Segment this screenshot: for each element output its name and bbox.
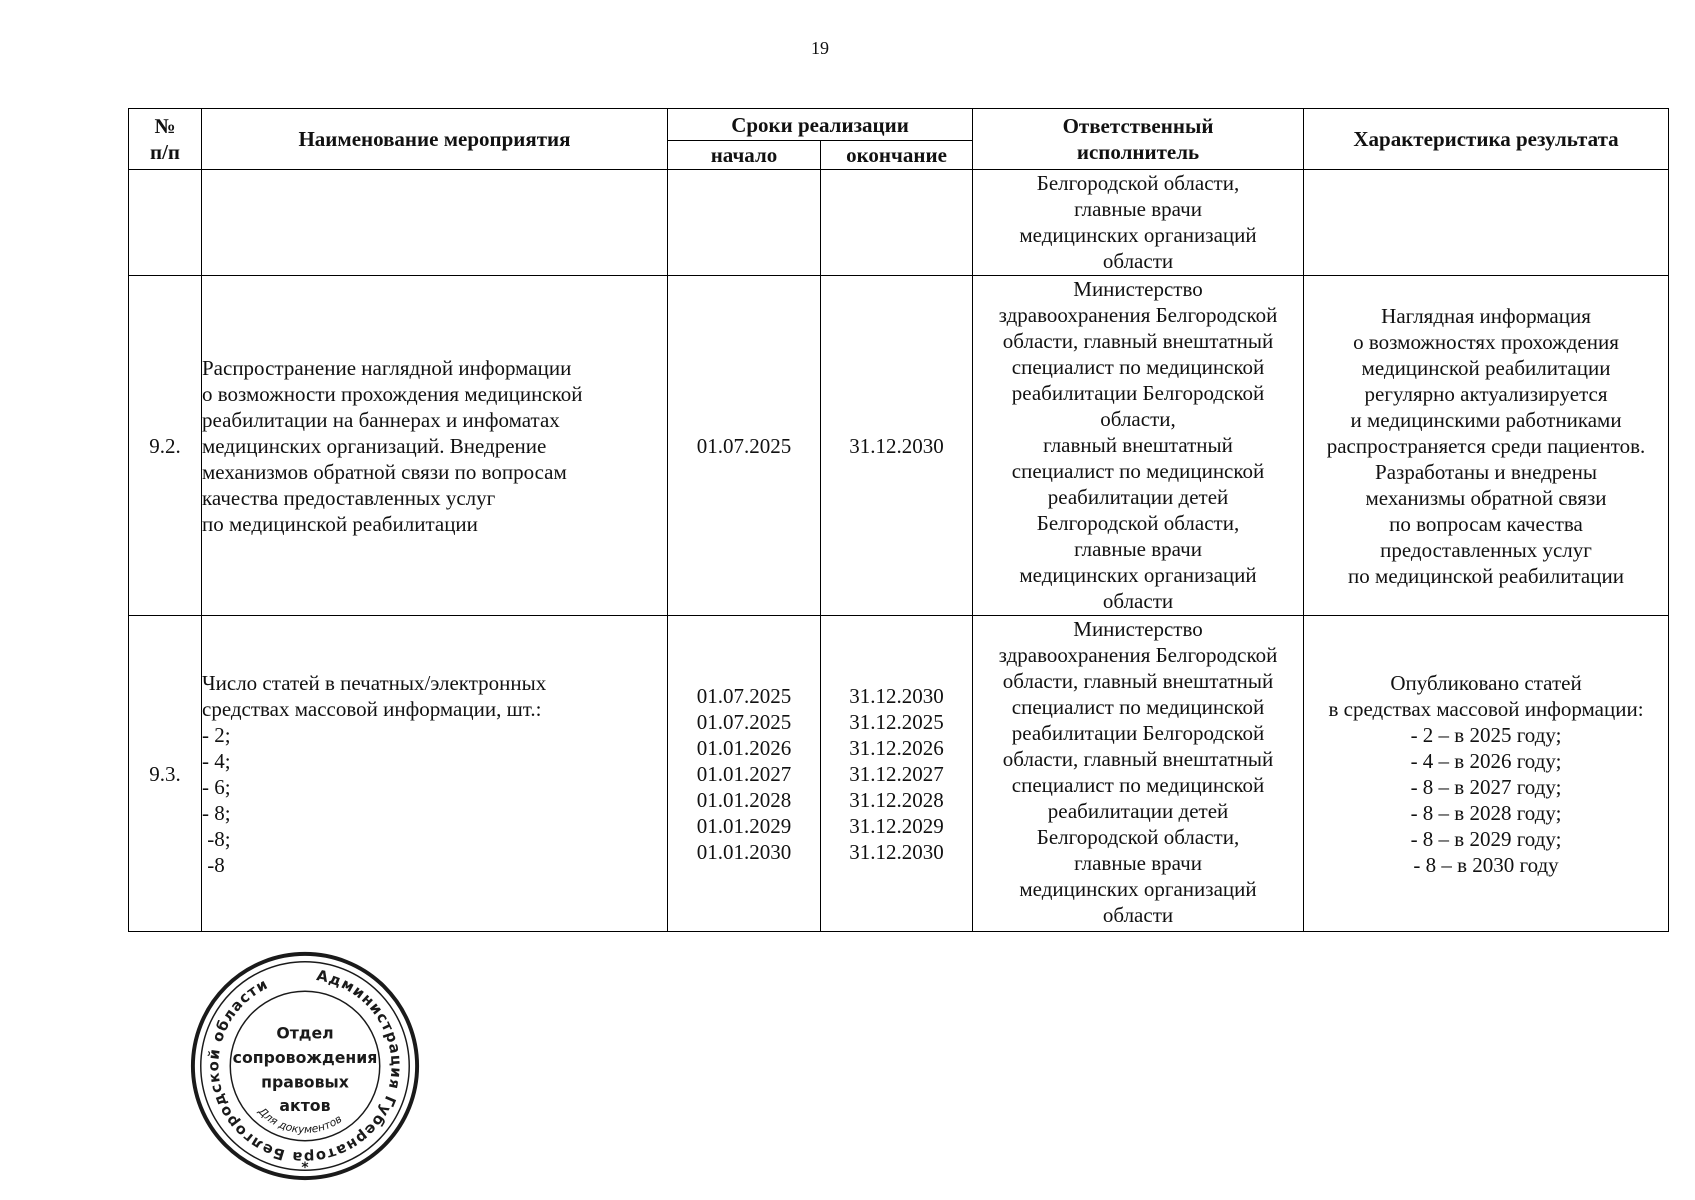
row-responsible: [973, 170, 1304, 276]
activity-line: медицинских организаций. Внедрение: [202, 433, 547, 458]
stamp-outer-text: Администрация Губернатора Белгородской области: [205, 967, 405, 1166]
activity-line: Число статей в печатных/электронных: [202, 670, 547, 695]
activity-line: механизмов обратной связи по вопросам: [202, 459, 567, 484]
responsible-line: области: [1102, 249, 1174, 273]
responsible-line: реабилитации детей: [1047, 485, 1229, 509]
result-line: Опубликовано статей: [1390, 670, 1582, 695]
activity-line: средствах массовой информации, шт.:: [202, 696, 542, 721]
responsible-line: медицинских организаций: [1019, 563, 1257, 587]
activities-table: [128, 108, 1669, 932]
row-number: [129, 170, 202, 276]
row-end-date: 31.12.2030: [821, 276, 973, 616]
table-row-continuation: [129, 170, 1669, 276]
responsible-line: главные врачи: [1074, 851, 1202, 875]
responsible-line: реабилитации Белгородской: [1011, 381, 1265, 405]
result-line: предоставленных услуг: [1380, 537, 1592, 562]
responsible-line: медицинских организаций: [1019, 223, 1257, 247]
responsible-line: медицинских организаций: [1019, 877, 1257, 901]
row-activity-name: [202, 276, 668, 616]
activity-line: - 8;: [202, 800, 231, 825]
stamp-center-line: сопровождения: [232, 1048, 378, 1068]
responsible-line: области, главный внештатный: [1002, 747, 1274, 771]
result-line: - 8 – в 2030 году: [1413, 852, 1559, 877]
result-line: по медицинской реабилитации: [1348, 563, 1624, 588]
responsible-line: специалист по медицинской: [1011, 355, 1265, 379]
row-start-date: 01.07.2025: [668, 276, 821, 616]
responsible-line: области, главный внештатный: [1002, 329, 1274, 353]
result-line: - 2 – в 2025 году;: [1410, 722, 1562, 747]
header-dates: Сроки реализации: [668, 109, 973, 141]
end-date-line: 31.12.2027: [849, 761, 944, 786]
header-number-line: п/п: [149, 140, 181, 164]
row-number: 9.2.: [129, 276, 202, 616]
activity-line: - 4;: [202, 748, 231, 773]
end-date-line: 31.12.2026: [849, 735, 944, 760]
end-date-line: 31.12.2028: [849, 787, 944, 812]
header-result: Характеристика результата: [1304, 109, 1669, 170]
responsible-line: Министерство: [1073, 277, 1203, 301]
header-responsible-line: Ответственный: [1062, 114, 1214, 138]
result-line: и медицинскими работниками: [1350, 407, 1622, 432]
row-start-date: [668, 616, 821, 932]
row-result: [1304, 276, 1669, 616]
end-date-line: 31.12.2025: [849, 709, 944, 734]
responsible-line: реабилитации детей: [1047, 799, 1229, 823]
responsible-line: Белгородской области,: [1036, 825, 1240, 849]
header-number-line: №: [154, 114, 176, 138]
stamp-star: *: [301, 1160, 309, 1177]
stamp-center-line: Отдел: [276, 1023, 334, 1043]
row-responsible: [973, 276, 1304, 616]
row-result: [1304, 170, 1669, 276]
row-responsible: [973, 616, 1304, 932]
activity-line: Распространение наглядной информации: [202, 355, 572, 380]
responsible-line: Белгородской области,: [1036, 511, 1240, 535]
activity-line: о возможности прохождения медицинской: [202, 381, 583, 406]
result-line: регулярно актуализируется: [1364, 381, 1608, 406]
responsible-line: главные врачи: [1074, 197, 1202, 221]
responsible-line: главный внештатный: [1043, 433, 1233, 457]
header-start: начало: [668, 141, 821, 170]
stamp-center-line: правовых: [261, 1072, 349, 1092]
activity-line: - 6;: [202, 774, 231, 799]
header-number: [129, 109, 202, 170]
table-row-9-2: [129, 276, 1669, 616]
header-responsible-line: исполнитель: [1076, 140, 1200, 164]
row-end-date: [821, 616, 973, 932]
start-date-line: 01.01.2028: [696, 787, 792, 812]
activity-line: - 2;: [202, 722, 231, 747]
result-line: о возможностях прохождения: [1353, 329, 1619, 354]
responsible-line: области,: [1100, 407, 1176, 431]
row-start-date: [668, 170, 821, 276]
header-end: окончание: [821, 141, 973, 170]
activity-line: -8: [202, 852, 225, 877]
responsible-line: здравоохранения Белгородской: [998, 303, 1278, 327]
start-date-line: 01.07.2025: [696, 683, 792, 708]
responsible-line: специалист по медицинской: [1011, 459, 1265, 483]
row-result: [1304, 616, 1669, 932]
responsible-line: Министерство: [1073, 617, 1203, 641]
result-line: механизмы обратной связи: [1365, 485, 1607, 510]
end-date-line: 31.12.2030: [849, 683, 944, 708]
responsible-line: главные врачи: [1074, 537, 1202, 561]
responsible-line: области: [1102, 589, 1174, 613]
row-activity-name: [202, 616, 668, 932]
result-line: Наглядная информация: [1381, 303, 1591, 328]
page-number: 19: [811, 38, 829, 58]
activity-line: по медицинской реабилитации: [202, 511, 478, 536]
result-line: в средствах массовой информации:: [1328, 696, 1644, 721]
stamp-center-line: актов: [279, 1096, 331, 1116]
result-line: - 4 – в 2026 году;: [1410, 748, 1562, 773]
stamp-bottom-text: Для документов: [255, 1104, 345, 1137]
result-line: медицинской реабилитации: [1361, 355, 1611, 380]
start-date-line: 01.01.2029: [696, 813, 792, 838]
responsible-line: реабилитации Белгородской: [1011, 721, 1265, 745]
header-activity-name: Наименование мероприятия: [202, 109, 668, 170]
start-date-line: 01.01.2030: [696, 839, 792, 864]
responsible-line: здравоохранения Белгородской: [998, 643, 1278, 667]
responsible-line: области, главный внештатный: [1002, 669, 1274, 693]
table-row-9-3: [129, 616, 1669, 932]
result-line: - 8 – в 2027 году;: [1410, 774, 1562, 799]
responsible-line: области: [1102, 903, 1174, 927]
activity-line: качества предоставленных услуг: [202, 485, 496, 510]
activity-line: -8;: [202, 826, 231, 851]
result-line: - 8 – в 2029 году;: [1410, 826, 1562, 851]
responsible-line: специалист по медицинской: [1011, 773, 1265, 797]
start-date-line: 01.01.2026: [696, 735, 792, 760]
start-date-line: 01.07.2025: [696, 709, 792, 734]
responsible-line: специалист по медицинской: [1011, 695, 1265, 719]
header-responsible: [973, 109, 1304, 170]
result-line: по вопросам качества: [1389, 511, 1583, 536]
official-stamp: [187, 948, 423, 1184]
end-date-line: 31.12.2029: [849, 813, 944, 838]
end-date-line: 31.12.2030: [849, 839, 944, 864]
row-number: 9.3.: [129, 616, 202, 932]
activity-line: реабилитации на баннерах и инфоматах: [202, 407, 560, 432]
result-line: Разработаны и внедрены: [1375, 459, 1597, 484]
responsible-line: Белгородской области,: [1036, 171, 1240, 195]
start-date-line: 01.01.2027: [696, 761, 792, 786]
row-activity-name: [202, 170, 668, 276]
row-end-date: [821, 170, 973, 276]
result-line: распространяется среди пациентов.: [1326, 433, 1646, 458]
result-line: - 8 – в 2028 году;: [1410, 800, 1562, 825]
